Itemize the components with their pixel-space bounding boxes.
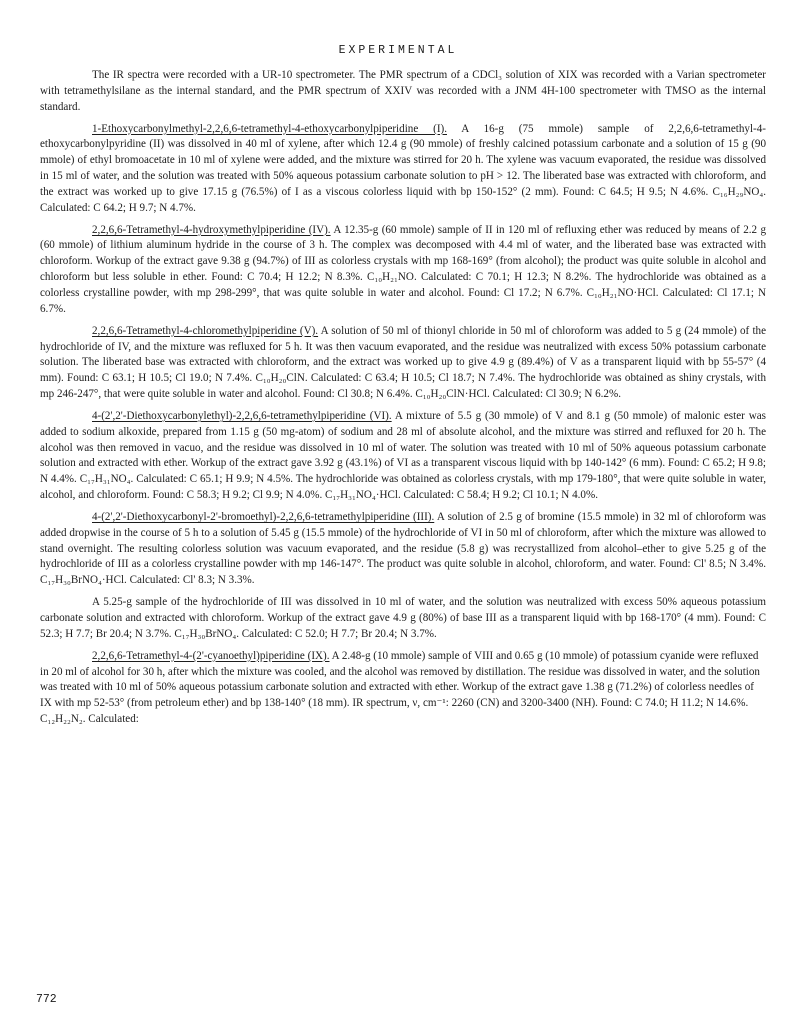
compound-IV-title: 2,2,6,6-Tetramethyl-4-hydroxymethylpiperidine (IV). bbox=[92, 223, 331, 236]
compound-IX-title: 2,2,6,6-Tetramethyl-4-(2'-cyanoethyl)piperidine (IX). bbox=[92, 649, 330, 662]
paragraph-intro-text: The IR spectra were recorded with a UR-10 spectrometer. The PMR spectrum of a CDCl₃ solution of XIX was recorded with a Varian spectrometer with tetramethylsilane as the internal standard, and the PMR spectrum of XXIV was recorded with a JNM 4H-100 spectrometer with TMSO as the internal standard. bbox=[40, 69, 766, 113]
compound-IV-text: A 12.35-g (60 mmole) sample of II in 120 ml of refluxing ether was reduced by means of 2.2 g (60 mmole) of lithium aluminum hydride in the course of 3 h. The complex was decomposed with 4.4 ml of water, and the liberated base was extracted with chloroform. Workup of the extract gave 9.38 g (94.7%) of III as colorless crystals with mp 168-169° (from alcohol); the product was quite soluble in alcohol and chloroform but less soluble in ether. Found: C 70.4; H 12.2; N 8.3%. C₁₀H₂₁NO. Calculated: C 70.1; H 12.3; N 8.2%. The hydrochloride was obtained as a colorless crystalline powder, with mp 298-299°, that was quite soluble in water and alcohol. Found: Cl 17.2; N 6.7%. C₁₀H₂₁NO·HCl. Calculated: Cl 17.1; N 6.7%. bbox=[40, 223, 767, 315]
compound-I-text: A 16-g (75 mmole) sample of 2,2,6,6-tetramethyl-4-ethoxycarbonylpyridine (II) was dissolved in 40 ml of xylene, after which 12.4 g (90 mmole) of freshly calcined potassium carbonate and a solution of 15 g (90 mmole) of ethyl bromoacetate in 10 ml of xylene were added, and the mixture was stirred for 20 h. The xylene was vacuum evaporated, the residue was dissolved in 15 ml of water, and the solution was treated with 50% aqueous potassium carbonate solution to pH > 12. The liberated base was extracted with chloroform, and the extract was worked up to give 17.15 g (76.5%) of I as a viscous colorless liquid with bp 150-152° (2 mm). Found: C 64.5; H 9.5; N 4.6%. C₁₆H₂₉NO₄. Calculated: C 64.2; H 9.7; N 4.7%. bbox=[40, 122, 766, 214]
compound-V-text: A solution of 50 ml of thionyl chloride in 50 ml of chloroform was added to 5 g (24 mmole) of the hydrochloride of IV, and the mixture was refluxed for 5 h. It was then vacuum evaporated, and the residue was neutralized with excess 50% potassium carbonate solution. The liberated base was extracted with chloroform, and the extract was worked up to give 4.9 g (89.4%) of V as a transparent liquid with bp 55-57° (4 mm). Found: C 63.1; H 10.5; Cl 19.0; N 7.4%. C₁₀H₂₀ClN. Calculated: C 63.4; H 10.5; Cl 18.7; N 7.4%. The hydrochloride was obtained as shiny crystals, with mp 246-247°, that were quite soluble in water and alcohol. Found: Cl 30.8; N 6.4%. C₁₀H₂₀ClN·HCl. Calculated: Cl 30.9; N 6.2%. bbox=[40, 324, 766, 401]
paragraph-compound-III-base bbox=[40, 595, 766, 643]
page-number: 772 bbox=[36, 993, 57, 1006]
paragraph-compound-V bbox=[40, 324, 766, 403]
compound-IX-text: A 2.48-g (10 mmole) sample of VIII and 0.65 g (10 mmole) of potassium cyanide were refluxed in 20 ml of alcohol for 30 h, after which the mixture was cooled, and the alcohol was removed by distillation. The residue was dissolved in water, and the solution was treated with 10 ml of 50% aqueous potassium carbonate solution and extracted with ether. Workup of the extract gave 1.38 g (71.2%) of colorless needles of IX with mp 52-53° (from petroleum ether) and bp 138-140° (18 mm). IR spectrum, ν, cm⁻¹: 2260 (CN) and 3200-3400 (NH). Found: C 74.0; H 11.2; N 14.6%. C₁₂H₂₂N₂. Calculated: bbox=[40, 649, 760, 726]
compound-III-title: 4-(2',2'-Diethoxycarbonyl-2'-bromoethyl)-2,2,6,6-tetramethylpiperidine (III). bbox=[92, 510, 435, 523]
compound-V-title: 2,2,6,6-Tetramethyl-4-chloromethylpiperidine (V). bbox=[92, 324, 319, 337]
section-heading: EXPERIMENTAL bbox=[338, 44, 458, 57]
paragraph-compound-VI bbox=[40, 409, 766, 504]
body-column bbox=[40, 68, 766, 734]
compound-VI-text: A mixture of 5.5 g (30 mmole) of V and 8.1 g (50 mmole) of malonic ester was added to sodium alkoxide, prepared from 1.15 g (50 mg-atom) of sodium and 28 ml of absolute alcohol, and the mixture was stirred and refluxed for 20 h. The alcohol was then removed in vacuo, and the residue was dissolved in 10 ml of water. The solution was treated with 10 ml of 50% aqueous potassium carbonate solution and extracted with ether. Workup of the extract gave 3.92 g (43.1%) of VI as a transparent viscous liquid with bp 140-142° (6 mm). Found: C 65.2; H 9.8; N 4.4%. C₁₇H₃₁NO₄. Calculated: C 65.1; H 9.9; N 4.5%. The hydrochloride was obtained as colorless crystals, with mp 179-180°, that were quite soluble in water, alcohol, and chloroform. Found: C 58.3; H 9.2; Cl 9.9; N 4.0%. C₁₇H₃₁NO₄·HCl. Calculated: C 58.4; H 9.2; Cl 10.1; N 4.0%. bbox=[40, 409, 766, 502]
compound-III-base-text: A 5.25-g sample of the hydrochloride of III was dissolved in 10 ml of water, and the solution was neutralized with excess 50% aqueous potassium carbonate solution and extracted with chloroform. Workup of the extract gave 4.9 g (80%) of base III as a transparent liquid with bp 168-170° (4 mm). Found: C 52.3; H 7.7; Br 20.4; N 3.7%. C₁₇H₃₀BrNO₄. Calculated: C 52.0; H 7.7; Br 20.4; N 3.7%. bbox=[40, 596, 766, 640]
paragraph-compound-IV bbox=[40, 223, 766, 318]
compound-VI-title: 4-(2',2'-Diethoxycarbonylethyl)-2,2,6,6-tetramethylpiperidine (VI). bbox=[92, 409, 392, 422]
paragraph-compound-IX bbox=[40, 649, 766, 728]
paragraph-compound-I bbox=[40, 122, 766, 217]
paragraph-compound-III bbox=[40, 510, 766, 589]
compound-III-text: A solution of 2.5 g of bromine (15.5 mmole) in 32 ml of chloroform was added dropwise in the course of 5 h to a solution of 5.45 g (15.5 mmole) of the hydrochloride of VI in 50 ml of chloroform, after which the mixture was allowed to stand overnight. The resulting colorless solution was vacuum evaporated, and the residue (5.8 g) was recrystallized from alcohol–ether to give 5.25 g of the hydrochloride of III as a colorless crystalline powder with mp 146-147°. The product was quite soluble in alcohol, chloroform, and water. Found: Cl' 8.5; N 3.4%. C₁₇H₃₀BrNO₄·HCl. Calculated: Cl' 8.3; N 3.3%. bbox=[40, 510, 766, 587]
paragraph-intro bbox=[40, 68, 766, 116]
compound-I-title: 1-Ethoxycarbonylmethyl-2,2,6,6-tetramethyl-4-ethoxycarbonylpiperidine (I). bbox=[92, 122, 447, 135]
